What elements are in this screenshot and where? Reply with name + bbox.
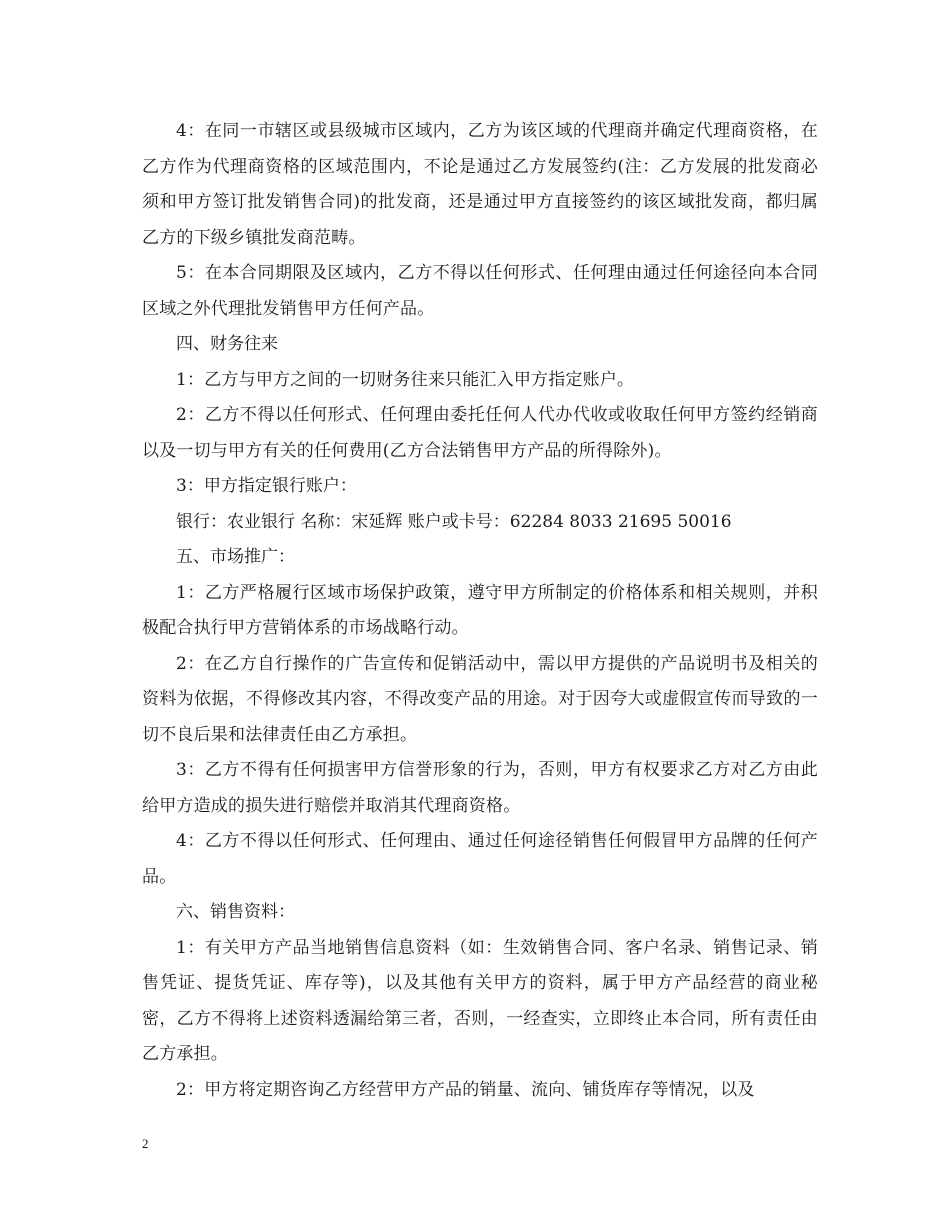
paragraph-periodic-inquiry: 2：甲方将定期咨询乙方经营甲方产品的销量、流向、铺货库存等情况，以及 (176, 1079, 755, 1100)
paragraph-trade-secrets: 1：有关甲方产品当地销售信息资料（如：生效销售合同、客户名录、销售记录、销售凭证、提货凭证、库存等)，以及其他有关甲方的资料，属于甲方产品经营的商业秘密，乙方不得将上述资料透漏给第三者，否则，一经查实，立即终止本合同，所有责任由乙方承担。 (142, 937, 818, 1064)
heading-sales-materials: 六、销售资料： (176, 902, 295, 922)
paragraph-bank-account-label: 3：甲方指定银行账户： (176, 476, 357, 496)
paragraph-bank-account-details: 银行：农业银行 名称：宋延辉 账户或卡号：62284 8033 21695 50016 (176, 511, 732, 532)
paragraph-regional-protection-policy: 1：乙方严格履行区域市场保护政策，遵守甲方所制定的价格体系和相关规则，并积极配合执行甲方营销体系的市场战略行动。 (142, 582, 818, 638)
paragraph-designated-account-only: 1：乙方与甲方之间的一切财务往来只能汇入甲方指定账户。 (176, 369, 635, 390)
paragraph-no-counterfeit-sales: 4：乙方不得以任何形式、任何理由、通过任何途径销售任何假冒甲方品牌的任何产品。 (142, 831, 818, 887)
page-number: 2 (142, 1136, 149, 1151)
paragraph-reputation-damage: 3：乙方不得有任何损害甲方信誉形象的行为，否则，甲方有权要求乙方对乙方由此给甲方造成的损失进行赔偿并取消其代理商资格。 (142, 760, 818, 816)
paragraph-no-proxy-collection: 2：乙方不得以任何形式、任何理由委托任何人代办代收或收取任何甲方签约经销商以及一切与甲方有关的任何费用(乙方合法销售甲方产品的所得除外)。 (142, 405, 818, 461)
heading-market-promotion: 五、市场推广： (176, 547, 295, 567)
paragraph-advertising-rules: 2：在乙方自行操作的广告宣传和促销活动中，需以甲方提供的产品说明书及相关的资料为依据，不得修改其内容，不得改变产品的用途。对于因夸大或虚假宣传而导致的一切不良后果和法律责任由乙方承担。 (142, 653, 818, 745)
heading-financial-dealings: 四、财务往来 (176, 334, 278, 354)
paragraph-regional-agent-scope: 4：在同一市辖区或县级城市区域内，乙方为该区域的代理商并确定代理商资格，在乙方作为代理商资格的区域范围内，不论是通过乙方发展签约(注：乙方发展的批发商必须和甲方签订批发销售合同)的批发商，还是通过甲方直接签约的该区域批发商，都归属乙方的下级乡镇批发商范畴。 (142, 121, 818, 248)
paragraph-no-cross-region-sales: 5：在本合同期限及区域内，乙方不得以任何形式、任何理由通过任何途径向本合同区域之外代理批发销售甲方任何产品。 (142, 263, 818, 319)
document-body (142, 114, 818, 1108)
